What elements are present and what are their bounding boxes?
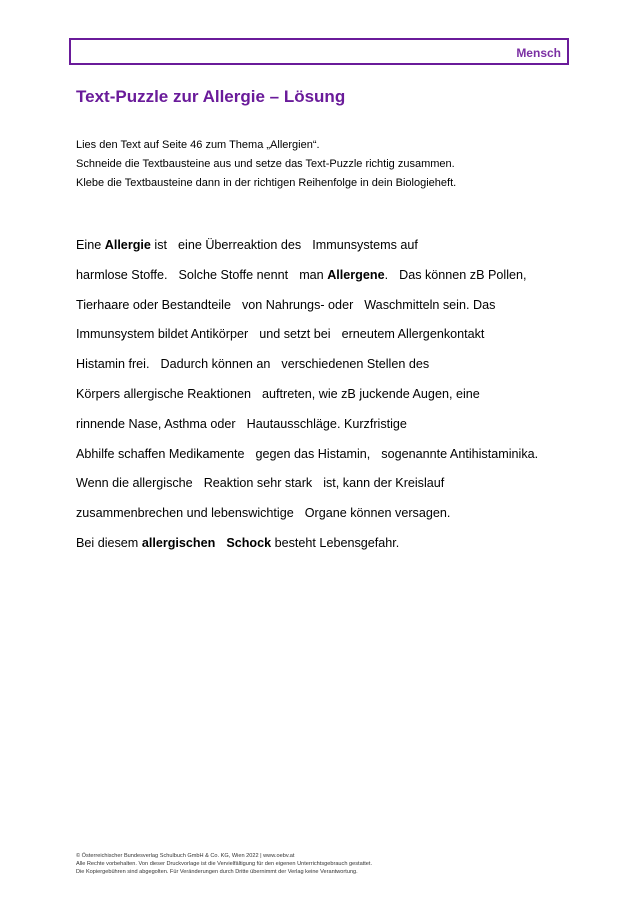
puzzle-text <box>76 234 549 562</box>
text-segment: rinnende Nase, Asthma oder <box>76 416 236 431</box>
text-segment: Solche Stoffe nennt <box>178 267 289 282</box>
text-segment: ist <box>150 238 168 252</box>
text-piece <box>76 502 294 524</box>
text-piece <box>204 472 313 494</box>
text-segment: Eine <box>76 238 105 252</box>
text-segment: Tierhaare oder Bestandteile <box>76 297 231 312</box>
puzzle-line <box>76 264 549 294</box>
text-segment: Das können zB Pollen, <box>399 267 527 282</box>
text-piece <box>76 353 149 375</box>
text-piece <box>178 264 288 286</box>
bold-term: allergischen <box>141 535 216 550</box>
text-segment: Reaktion sehr stark <box>203 476 313 491</box>
text-segment: Waschmitteln sein. Das <box>364 297 496 312</box>
instruction-line: Schneide die Textbausteine aus und setze das Text-Puzzle richtig zusammen. <box>76 158 455 170</box>
footer <box>76 852 372 876</box>
text-segment: gegen das Histamin, <box>255 446 371 461</box>
text-piece <box>381 443 538 465</box>
text-segment: Organe können versagen. <box>304 506 451 521</box>
text-segment: verschiedenen Stellen des <box>281 357 430 372</box>
text-segment: ist, kann der Kreislauf <box>323 476 445 491</box>
text-piece <box>76 383 251 405</box>
text-piece <box>242 294 353 316</box>
text-piece <box>299 264 388 286</box>
text-piece <box>178 234 301 256</box>
text-segment: Hautausschläge. Kurzfristige <box>246 416 407 431</box>
text-piece <box>226 532 399 554</box>
footer-line: Die Kopiergebühren sind abgegolten. Für Veränderungen durch Dritte übernimmt der Verlag keine Verantwortung. <box>76 869 358 875</box>
text-piece <box>281 353 429 375</box>
instructions <box>76 136 456 193</box>
text-segment: harmlose Stoffe. <box>76 267 168 282</box>
text-piece <box>247 413 407 435</box>
puzzle-line <box>76 502 549 532</box>
text-piece <box>342 323 485 345</box>
bold-term: Schock <box>226 535 272 550</box>
text-segment: Bei diesem <box>76 535 142 550</box>
subject-label: Mensch <box>516 46 561 60</box>
text-piece <box>262 383 480 405</box>
text-piece <box>259 323 330 345</box>
text-piece <box>323 472 444 494</box>
text-piece <box>76 234 167 256</box>
text-segment: von Nahrungs- oder <box>241 297 354 312</box>
text-segment: besteht Lebensgefahr. <box>271 535 400 550</box>
puzzle-line <box>76 413 549 443</box>
instruction-line: Klebe die Textbausteine dann in der richtigen Reihenfolge in dein Biologieheft. <box>76 177 457 189</box>
puzzle-line <box>76 472 549 502</box>
puzzle-line <box>76 234 549 264</box>
puzzle-line <box>76 383 549 413</box>
puzzle-line <box>76 294 549 324</box>
text-segment: eine Überreaktion des <box>178 238 302 252</box>
text-segment: auftreten, wie zB juckende Augen, eine <box>262 386 480 401</box>
text-segment: erneutem Allergenkontakt <box>341 327 485 342</box>
footer-line: © Österreichischer Bundesverlag Schulbuch GmbH & Co. KG, Wien 2022 | www.oebv.at <box>76 853 295 859</box>
text-piece <box>255 443 370 465</box>
text-piece <box>76 413 236 435</box>
bold-term: Allergene <box>327 267 385 282</box>
text-piece <box>364 294 495 316</box>
text-piece <box>76 264 167 286</box>
text-segment: . <box>384 267 389 282</box>
text-segment: sogenannte Antihistaminika. <box>381 446 539 461</box>
text-segment: Wenn die allergische <box>76 476 193 491</box>
text-segment: und setzt bei <box>259 327 331 342</box>
text-piece <box>160 353 270 375</box>
puzzle-line <box>76 532 549 562</box>
text-segment: Immunsystems auf <box>312 238 418 252</box>
instruction-line: Lies den Text auf Seite 46 zum Thema „Allergien“. <box>76 139 320 151</box>
text-piece <box>76 443 244 465</box>
text-piece <box>76 472 193 494</box>
text-piece <box>399 264 526 286</box>
text-segment: Dadurch können an <box>160 357 271 372</box>
text-segment: zusammenbrechen und lebenswichtige <box>76 506 294 521</box>
text-piece <box>76 294 231 316</box>
text-segment: Histamin frei. <box>76 357 150 372</box>
text-segment: Körpers allergische Reaktionen <box>76 386 252 401</box>
puzzle-line <box>76 353 549 383</box>
page-title: Text-Puzzle zur Allergie – Lösung <box>76 87 346 106</box>
text-piece <box>312 234 418 256</box>
text-segment: Abhilfe schaffen Medikamente <box>76 446 245 461</box>
footer-line: Alle Rechte vorbehalten. Von dieser Druckvorlage ist die Vervielfältigung für den eigenen Unterrichtsgebrauch gestattet. <box>76 861 373 867</box>
bold-term: Allergie <box>104 238 151 252</box>
puzzle-line <box>76 443 549 473</box>
text-segment: Immunsystem bildet Antikörper <box>76 327 249 342</box>
text-piece <box>76 323 248 345</box>
puzzle-line <box>76 323 549 353</box>
text-piece <box>76 532 215 554</box>
header-box <box>69 38 569 65</box>
text-segment: man <box>299 267 328 282</box>
text-piece <box>305 502 451 524</box>
